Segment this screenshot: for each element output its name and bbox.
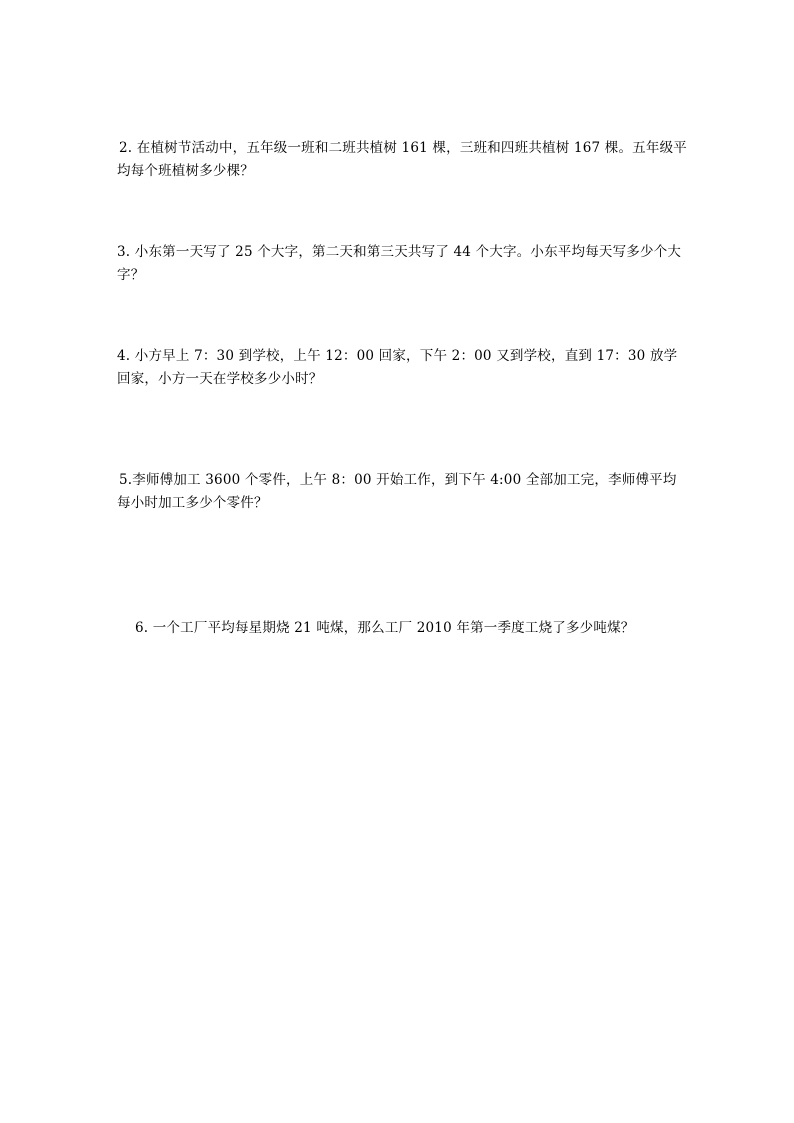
problem-3: 3. 小东第一天写了 25 个大字，第二天和第三天共写了 44 个大字。小东平均每天写多少个大字？: [117, 244, 682, 283]
problem-4: 4. 小方早上 7：30 到学校，上午 12：00 回家，下午 2：00 又到学校，直到 17：30 放学回家，小方一天在学校多少小时？: [117, 348, 678, 387]
problem-6: 6. 一个工厂平均每星期烧 21 吨煤，那么工厂 2010 年第一季度工烧了多少吨煤？: [135, 620, 635, 636]
problem-2: 2. 在植树节活动中，五年级一班和二班共植树 161 棵，三班和四班共植树 167 棵。五年级平均每个班植树多少棵？: [117, 140, 687, 179]
problem-5: 5.李师傅加工 3600 个零件，上午 8：00 开始工作，到下午 4:00 全部加工完，李师傅平均每小时加工多少个零件？: [117, 472, 677, 511]
